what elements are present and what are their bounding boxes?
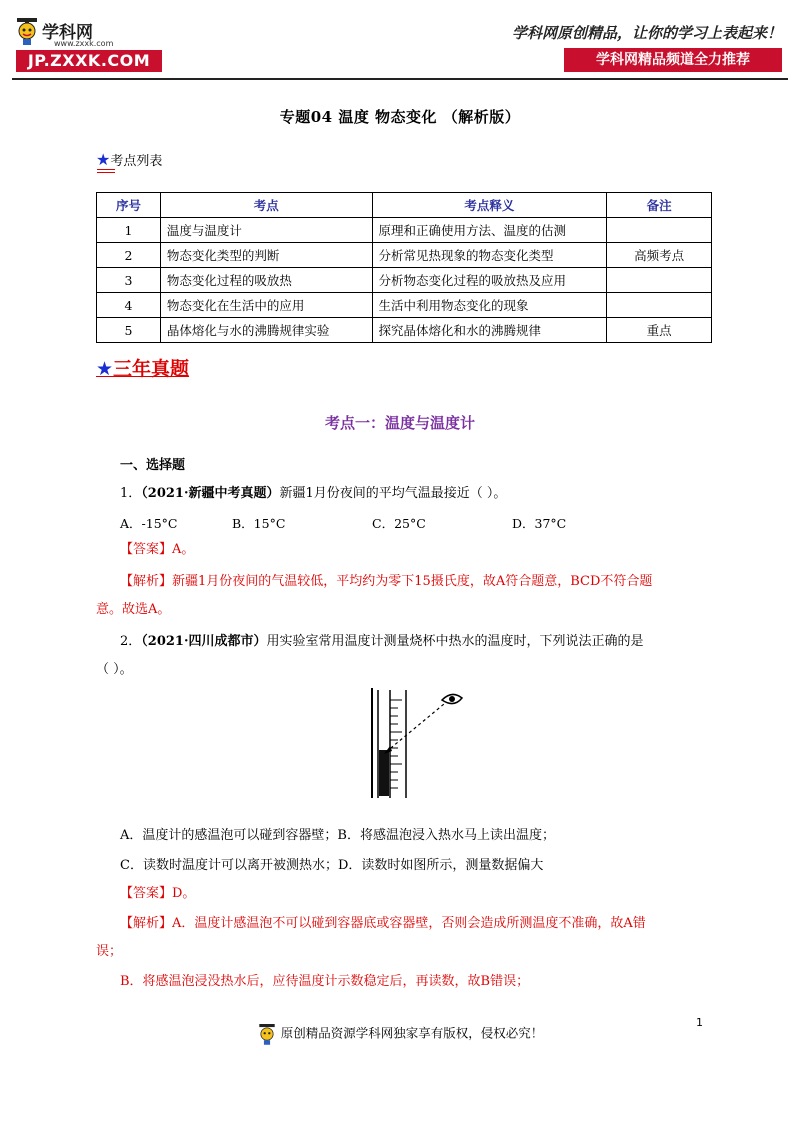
topic-list-label: 考点列表: [110, 154, 163, 169]
table-header-cell: 备注: [607, 193, 712, 218]
question-2-stem: [120, 632, 644, 652]
table-cell: 分析常见热现象的物态变化类型: [372, 243, 607, 268]
table-cell: 生活中利用物态变化的现象: [372, 293, 607, 318]
table-cell: 物态变化在生活中的应用: [160, 293, 372, 318]
option-d: D．37°C: [512, 516, 567, 531]
topic-heading: 考点一：温度与温度计: [324, 414, 475, 432]
table-cell: 2: [97, 243, 161, 268]
question-text: 用实验室常用温度计测量烧杯中热水的温度时，下列说法正确的是: [266, 634, 644, 649]
analysis-1-line-2: 意。故选A。: [96, 602, 171, 617]
analysis-2-line-2: 误；: [96, 944, 123, 959]
section-title-text: 三年真题: [113, 358, 190, 380]
eye-icon: [442, 694, 462, 703]
section-title: [96, 354, 189, 381]
table-cell: 分析物态变化过程的吸放热及应用: [372, 268, 607, 293]
thermometer-figure: [370, 686, 470, 800]
answer-1: 【答案】A。: [120, 542, 195, 557]
topic-list-heading: [96, 150, 162, 169]
table-row: [97, 243, 712, 268]
option-a: A．-15°C: [120, 516, 178, 531]
header-divider: [12, 78, 788, 80]
logo-text: 学科网: [42, 23, 93, 43]
option-c: C．25°C: [372, 516, 426, 531]
table-header-cell: 序号: [97, 193, 161, 218]
logo-url: JP.ZXXK.COM: [16, 50, 162, 72]
table-row: [97, 218, 712, 243]
table-cell: 3: [97, 268, 161, 293]
question-number: 2．: [120, 634, 142, 649]
table-cell: 高频考点: [607, 243, 712, 268]
table-cell: 物态变化类型的判断: [160, 243, 372, 268]
heading-double-underline: [97, 169, 115, 173]
question-text: 新疆1月份夜间的平均气温最接近（ ）。: [279, 486, 507, 501]
question-2-options-1: A．温度计的感温泡可以碰到容器壁；B．将感温泡浸入热水马上读出温度；: [120, 828, 555, 843]
table-cell: [607, 218, 712, 243]
table-row: [97, 293, 712, 318]
table-header-cell: 考点: [160, 193, 372, 218]
table-cell: 温度与温度计: [160, 218, 372, 243]
table-header-cell: 考点释义: [372, 193, 607, 218]
analysis-2-line-1: 【解析】A．温度计感温泡不可以碰到容器底或容器壁，否则会造成所测温度不准确，故A错: [120, 916, 646, 931]
question-source: （2021·新疆中考真题）: [141, 486, 280, 501]
table-cell: 原理和正确使用方法、温度的估测: [372, 218, 607, 243]
topic-table: [96, 192, 712, 343]
table-cell: 晶体熔化与水的沸腾规律实验: [160, 318, 372, 343]
answer-2: 【答案】D。: [120, 886, 196, 901]
table-cell: 1: [97, 218, 161, 243]
question-number: 1．: [120, 486, 142, 501]
table-cell: 重点: [607, 318, 712, 343]
question-source: （2021·四川成都市）: [141, 634, 267, 649]
star-icon: ★: [96, 150, 111, 169]
page-number: 1: [696, 1016, 703, 1029]
star-icon: ★: [96, 358, 114, 380]
table-cell: [607, 268, 712, 293]
question-2-options-2: C．读数时温度计可以离开被测热水；D．读数时如图所示，测量数据偏大: [120, 858, 544, 873]
analysis-2-line-3: B．将感温泡浸没热水后，应待温度计示数稳定后，再读数，故B错误；: [120, 974, 530, 989]
table-cell: 探究晶体熔化和水的沸腾规律: [372, 318, 607, 343]
site-logo: [14, 16, 164, 74]
header-slogan: 学科网原创精品，让你的学习上表起来！: [511, 24, 782, 42]
part-heading: 一、选择题: [120, 458, 186, 473]
header-banner: 学科网精品频道全力推荐: [564, 48, 782, 72]
question-2-stem-line-2: （ ）。: [96, 662, 133, 677]
table-cell: 5: [97, 318, 161, 343]
table-cell: 物态变化过程的吸放热: [160, 268, 372, 293]
table-cell: 4: [97, 293, 161, 318]
option-b: B．15°C: [232, 516, 286, 531]
table-row: [97, 268, 712, 293]
mascot-icon: [14, 16, 40, 46]
document-title: 专题04 温度 物态变化 （解析版）: [279, 108, 521, 126]
logo-domain: www.zxxk.com: [54, 39, 114, 48]
mascot-icon: [257, 1022, 277, 1046]
footer: [0, 1022, 800, 1046]
analysis-1-line-1: 【解析】新疆1月份夜间的气温较低，平均约为零下15摄氏度，故A符合题意，BCD不符合题: [120, 574, 653, 589]
table-row: [97, 318, 712, 343]
footer-text: 原创精品资源学科网独家享有版权，侵权必究！: [280, 1025, 544, 1041]
question-1-stem: [120, 484, 506, 504]
table-header-row: [97, 193, 712, 218]
table-cell: [607, 293, 712, 318]
